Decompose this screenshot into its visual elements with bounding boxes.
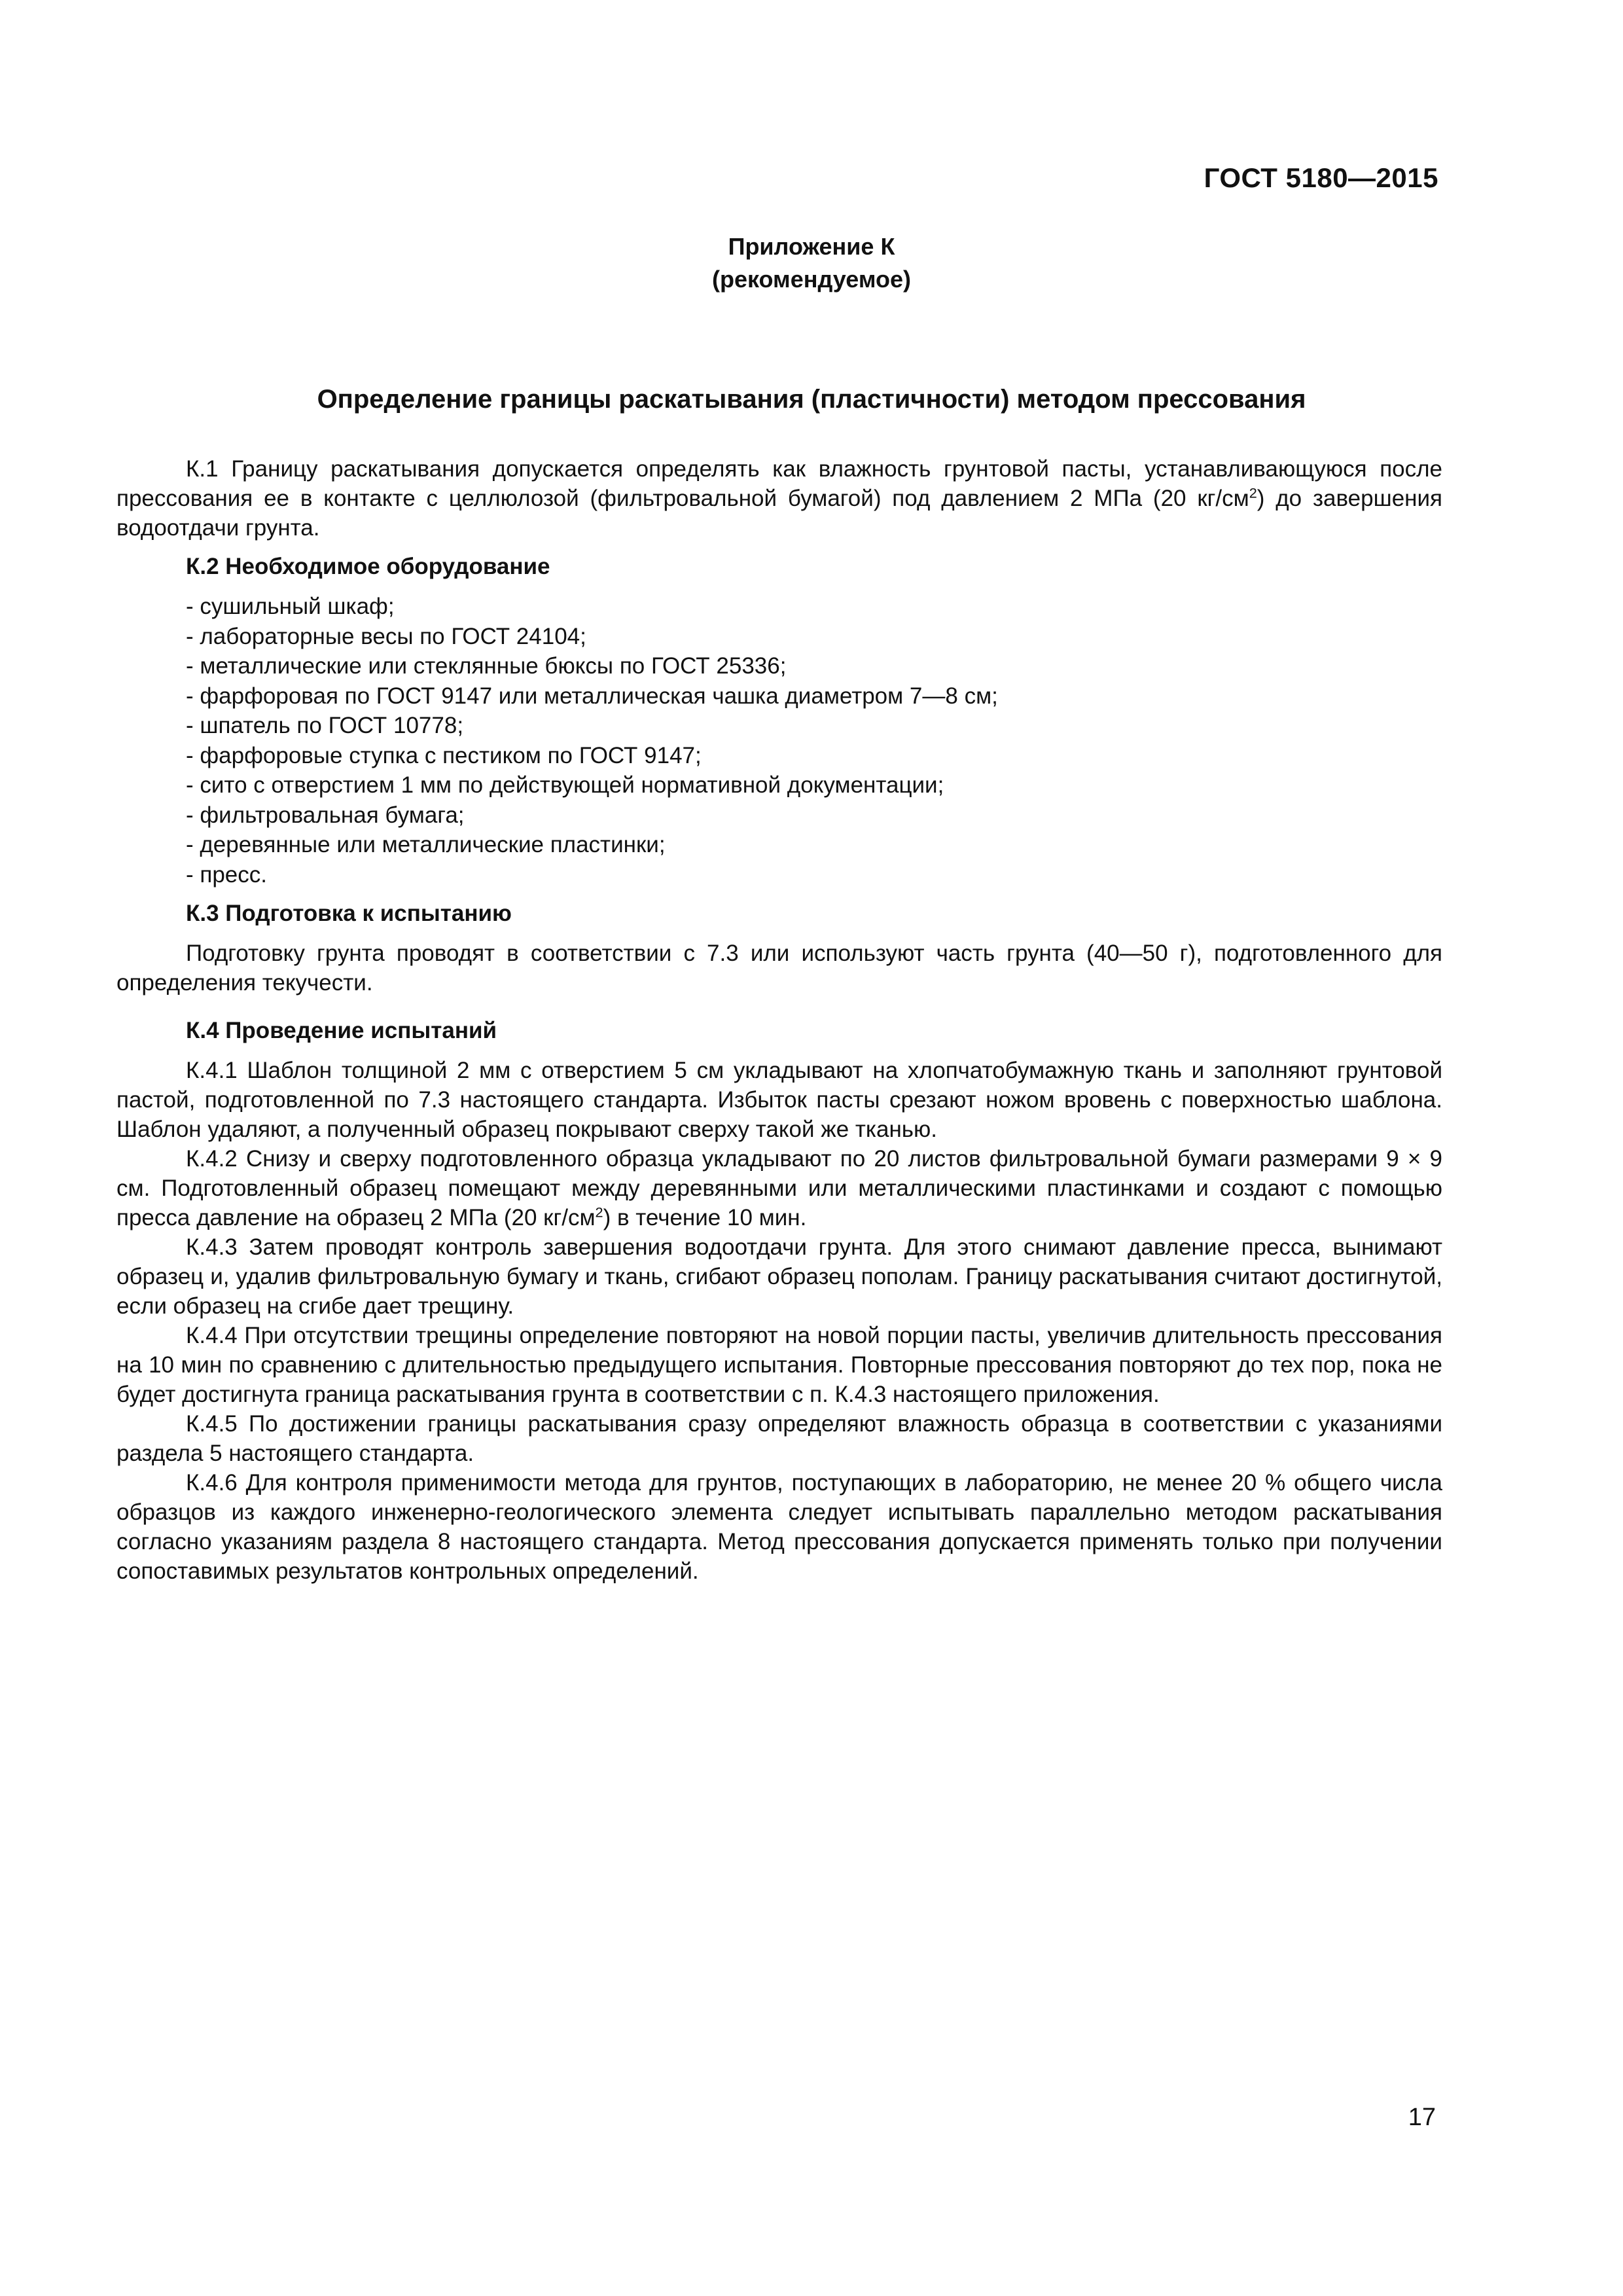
appendix-heading — [0, 230, 1623, 296]
list-item: - фарфоровые ступка с пестиком по ГОСТ 9147; — [186, 742, 702, 768]
paragraph-k1: К.1 Границу раскатывания допускается определять как влажность грунтовой пасты, устанавливающуюся после прессования ее в контакте с целлюлозой (фильтровальной бумагой) под давлением 2 МПа (20 $кг/см^2$) до завершения водоотдачи грунта. — [116, 456, 1442, 541]
section-heading-k3: К.3 Подготовка к испытанию — [186, 901, 512, 926]
appendix-label: Приложение К — [728, 233, 895, 260]
list-item: - сито с отверстием 1 мм по действующей нормативной документации; — [186, 772, 944, 798]
list-item: - пресс. — [186, 861, 267, 888]
superscript: 2 — [595, 1204, 603, 1221]
list-item: - фильтровальная бумага; — [186, 802, 465, 828]
list-item: - шпатель по ГОСТ 10778; — [186, 713, 464, 738]
paragraph-k4-1: К.4.1 Шаблон толщиной 2 мм с отверстием 5 см укладывают на хлопчатобумажную ткань и заполняют грунтовой пастой, подготовленной по 7.3 настоящего стандарта. Избыток пасты срезают ножом вровень с поверхностью шаблона. Шаблон удаляют, а полученный образец покрывают сверху такой же тканью. — [116, 1058, 1442, 1142]
equipment-list — [116, 592, 1442, 889]
section-heading-k4: К.4 Проведение испытаний — [186, 1018, 497, 1043]
list-item: - сушильный шкаф; — [186, 594, 395, 619]
paragraph-k3: Подготовку грунта проводят в соответствии с 7.3 или используют часть грунта (40—50 г), подготовленного для определения текучести. — [116, 941, 1442, 996]
list-item: - лабораторные весы по ГОСТ 24104; — [186, 623, 586, 649]
document-code: ГОСТ 5180—2015 — [1204, 162, 1438, 193]
page-number: 17 — [1408, 2104, 1436, 2131]
paragraph-k4-3: К.4.3 Затем проводят контроль завершения водоотдачи грунта. Для этого снимают давление пресса, вынимают образец и, удалив фильтровальную бумагу и ткань, сгибают образец пополам. Границу раскатывания считают достигнутой, если образец на сгибе дает трещину. — [116, 1234, 1442, 1319]
paragraph-k4-2: К.4.2 Снизу и сверху подготовленного образца укладывают по 20 листов фильтровальной бумаги размерами 9 × 9 см. Подготовленный образец помещают между деревянными или металлическими пластинками и создают с помощью пресса давление на образец 2 МПа (20 $кг/см^2$) в течение 10 мин. — [116, 1146, 1442, 1230]
section-heading-k2: К.2 Необходимое оборудование — [186, 554, 550, 579]
paragraph-k4-5: К.4.5 По достижении границы раскатывания сразу определяют влажность образца в соответствии с указаниями раздела 5 настоящего стандарта. — [116, 1411, 1442, 1466]
paragraph-k4-4: К.4.4 При отсутствии трещины определение повторяют на новой порции пасты, увеличив длительность прессования на 10 мин по сравнению с длительностью предыдущего испытания. Повторные прессования повторяют до тех пор, пока не будет достигнута граница раскатывания грунта в соответствии с п. К.4.3 настоящего приложения. — [116, 1323, 1442, 1407]
list-item: - фарфоровая по ГОСТ 9147 или металлическая чашка диаметром 7—8 см; — [186, 683, 998, 709]
page-title: Определение границы раскатывания (пластичности) методом прессования — [317, 385, 1306, 414]
list-item: - металлические или стеклянные бюксы по ГОСТ 25336; — [186, 653, 787, 679]
paragraph-k4-6: К.4.6 Для контроля применимости метода для грунтов, поступающих в лабораторию, не менее 20 % общего числа образцов из каждого инженерно-геологического элемента следует испытывать параллельно методом раскатывания согласно указаниям раздела 8 настоящего стандарта. Метод прессования допускается применять только при получении сопоставимых результатов контрольных определений. — [116, 1470, 1442, 1584]
document-body — [116, 454, 1442, 1586]
superscript: 2 — [1249, 484, 1257, 501]
appendix-type: (рекомендуемое) — [712, 266, 911, 293]
list-item: - деревянные или металлические пластинки; — [186, 832, 666, 857]
